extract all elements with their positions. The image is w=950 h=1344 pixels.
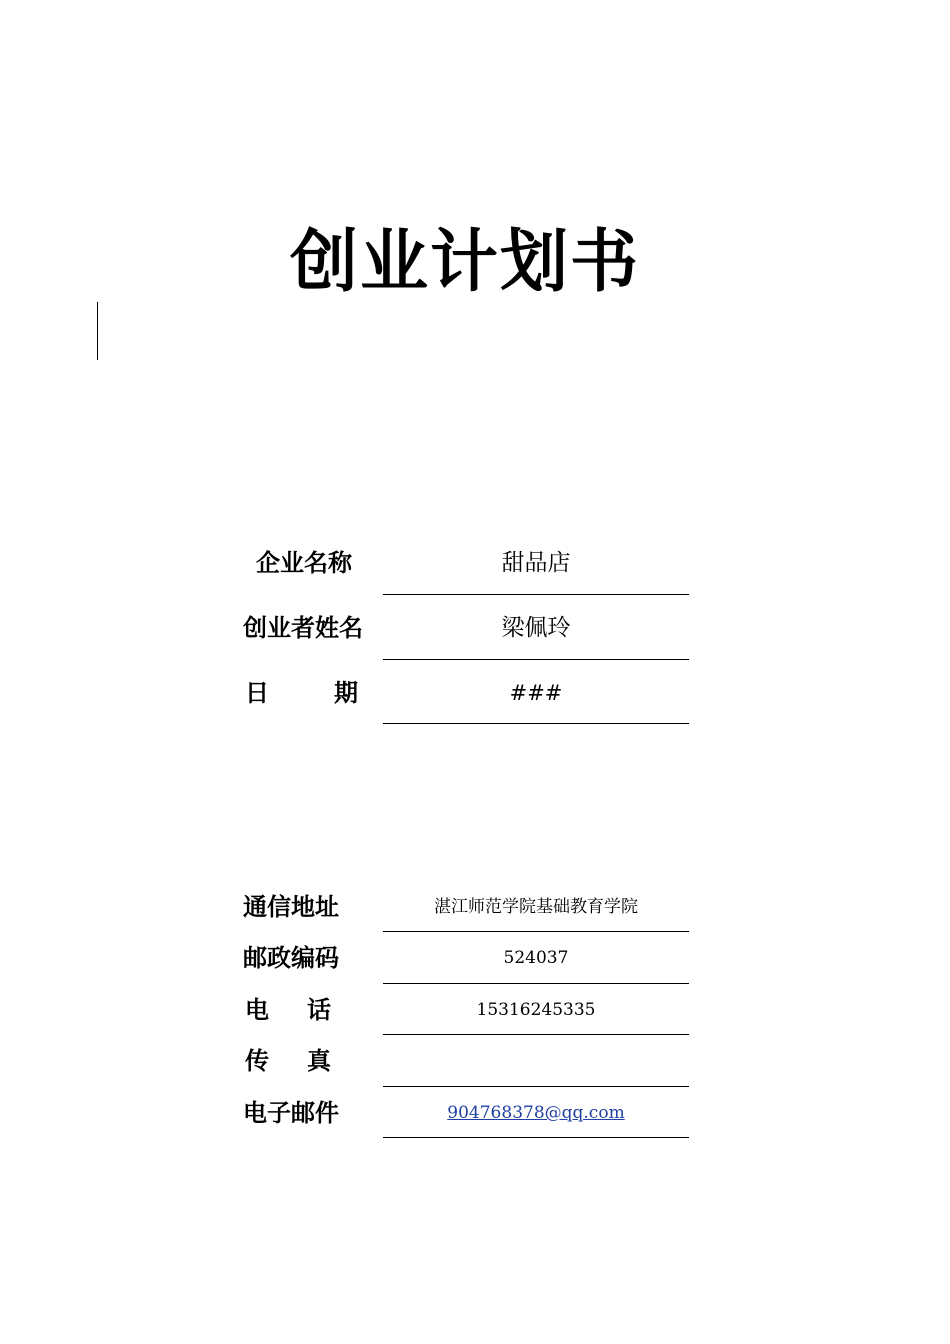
postcode-label: 邮政编码 [243,944,339,972]
date-label-char-2: 期 [334,679,358,707]
document-title: 创业计划书 [289,223,640,302]
founder-name-value[interactable]: 梁佩玲 [501,615,571,641]
postcode-underline [383,983,689,984]
fax-label-char-2: 真 [307,1047,331,1075]
text-cursor [97,302,98,360]
date-underline [383,723,689,724]
enterprise-name-value[interactable]: 甜品店 [501,550,571,576]
date-label [245,678,358,708]
email-link[interactable]: 904768378@qq.com [447,1103,625,1123]
address-value[interactable]: 湛江师范学院基础教育学院 [434,897,638,917]
founder-name-label: 创业者姓名 [243,614,363,642]
fax-label-char-1: 传 [245,1047,269,1075]
phone-label [245,995,331,1025]
founder-name-underline [383,659,689,660]
address-label: 通信地址 [243,893,339,921]
email-underline [383,1137,689,1138]
date-value[interactable]: ### [509,681,563,705]
fax-underline [383,1086,689,1087]
phone-underline [383,1034,689,1035]
email-label: 电子邮件 [243,1099,339,1127]
phone-value[interactable]: 15316245335 [476,1000,596,1020]
fax-label [245,1046,331,1076]
enterprise-name-underline [383,594,689,595]
phone-label-char-2: 话 [307,996,331,1024]
enterprise-name-label: 企业名称 [256,549,352,577]
address-underline [383,931,689,932]
date-label-char-1: 日 [245,679,269,707]
phone-label-char-1: 电 [245,996,269,1024]
postcode-value[interactable]: 524037 [503,948,569,968]
